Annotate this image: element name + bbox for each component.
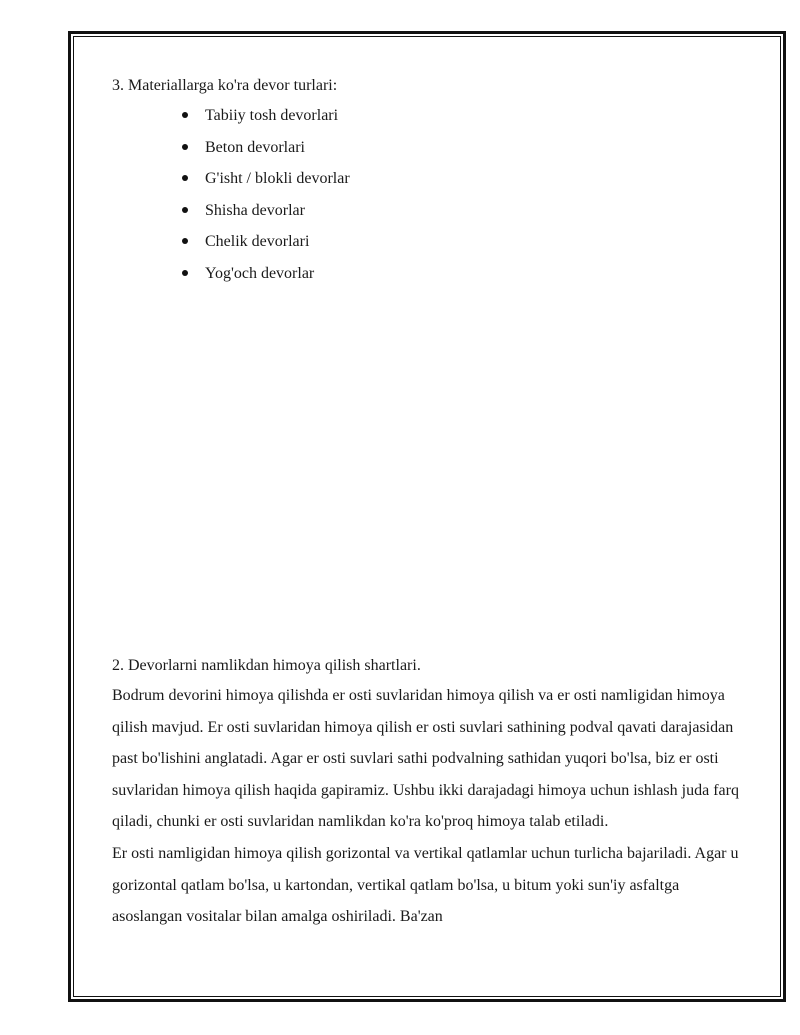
protection-section [112, 652, 752, 933]
wall-types-list [112, 100, 762, 290]
bullet-icon [182, 175, 188, 181]
list-item-label: Yog'och devorlar [205, 264, 315, 282]
list-item [112, 258, 762, 290]
bullet-icon [182, 270, 188, 276]
list-item [112, 100, 762, 132]
materials-section [112, 72, 762, 290]
list-item-label: G'isht / blokli devorlar [205, 170, 350, 188]
protection-paragraph-1: Bodrum devorini himoya qilishda er osti suvlaridan himoya qilish va er osti namligidan himoya qilish mavjud. Er osti suvlaridan himoya qilish er osti suvlari sathining podval qavati darajasidan past bo'lishini anglatadi. Agar er osti suvlari sathi podvalning sathidan yuqori bo'lsa, biz er osti suvlaridan himoya qilish haqida gapiramiz. Ushbu ikki darajadagi himoya uchun ishlash juda farq qiladi, chunki er osti suvlaridan namlikdan ko'ra ko'proq himoya talab etiladi. [112, 687, 739, 831]
list-item [112, 132, 762, 164]
list-item-label: Shisha devorlar [205, 201, 305, 219]
list-item [112, 226, 762, 258]
bullet-icon [182, 112, 188, 118]
bullet-icon [182, 144, 188, 150]
list-item [112, 195, 762, 227]
list-item [112, 163, 762, 195]
materials-heading: 3. Materiallarga ko'ra devor turlari: [112, 77, 338, 94]
bullet-icon [182, 238, 188, 244]
list-item-label: Chelik devorlari [205, 233, 310, 251]
protection-heading: 2. Devorlarni namlikdan himoya qilish shartlari. [112, 657, 421, 674]
list-item-label: Beton devorlari [205, 138, 305, 156]
bullet-icon [182, 207, 188, 213]
protection-paragraph-2: Er osti namligidan himoya qilish gorizontal va vertikal qatlamlar uchun turlicha bajariladi. Agar u gorizontal qatlam bo'lsa, u kartondan, vertikal qatlam bo'lsa, u bitum yoki sun'iy asfaltga asoslangan vositalar bilan amalga oshiriladi. Ba'zan [112, 844, 739, 926]
list-item-label: Tabiiy tosh devorlari [205, 107, 339, 124]
